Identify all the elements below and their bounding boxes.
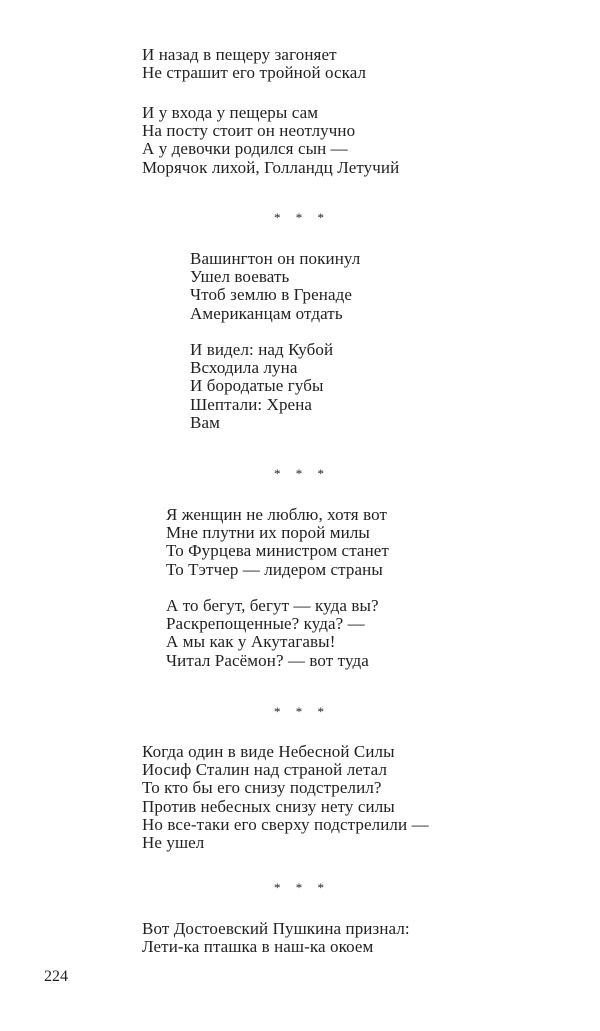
poem-line: И видел: над Кубой	[190, 340, 334, 359]
poem5-stanza-a	[142, 920, 410, 956]
poem2-stanza-b	[190, 341, 333, 432]
poem-line: Вот Достоевский Пушкина признал:	[142, 919, 410, 938]
poem-line: И у входа у пещеры сам	[142, 103, 319, 122]
poem-line: Не ушел	[142, 833, 205, 853]
poem-line: Иосиф Сталин над страной летал	[142, 760, 388, 780]
poem-line: Читал Расёмон? — вот туда	[166, 650, 369, 670]
poem3-stanza-b	[166, 597, 379, 670]
poem-line: И назад в пещеру загоняет	[142, 45, 337, 64]
poem-line: И бородатые губы	[190, 376, 324, 396]
poem1-stanza-b	[142, 104, 399, 177]
poem-line: Не страшит его тройной оскал	[142, 63, 367, 83]
poem-line: Шептали: Хрена	[190, 394, 313, 414]
poem-line: То Фурцева министром станет	[166, 541, 389, 561]
poem3-stanza-a	[166, 506, 389, 579]
poem-line: Американцам отдать	[190, 303, 343, 323]
page-number: 224	[44, 968, 68, 985]
section-separator: * * *	[274, 210, 330, 225]
poem-line: А у девочки родился сын —	[142, 139, 348, 159]
poem-line: Я женщин не люблю, хотя вот	[166, 505, 387, 524]
poem-line: Вам	[190, 412, 220, 432]
section-separator: * * *	[274, 704, 330, 719]
poem4-stanza-a	[142, 743, 429, 852]
poem-line: То кто бы его снизу подстрелил?	[142, 778, 382, 798]
poem-line: Всходила луна	[190, 358, 298, 378]
section-separator: * * *	[274, 466, 330, 481]
poem-line: Вашингтон он покинул	[190, 249, 361, 268]
poem2-stanza-a	[190, 250, 360, 323]
poem-line: То Тэтчер — лидером страны	[166, 559, 383, 579]
section-separator: * * *	[274, 880, 330, 895]
poem-line: Лети-ка пташка в наш-ка окоем	[142, 937, 374, 957]
poem-line: Раскрепощенные? куда? —	[166, 614, 365, 634]
poem1-stanza-a	[142, 46, 366, 82]
poem-line: Ушел воевать	[190, 267, 290, 287]
poem-line: Мне плутни их порой милы	[166, 523, 370, 543]
poem-line: А то бегут, бегут — куда вы?	[166, 596, 379, 615]
poem-line: Когда один в виде Небесной Силы	[142, 742, 395, 761]
poem-line: Морячок лихой, Голландц Летучий	[142, 157, 400, 177]
poem-line: А мы как у Акутагавы!	[166, 632, 336, 652]
poem-line: На посту стоит он неотлучно	[142, 121, 356, 141]
poem-line: Но все-таки его сверху подстрелили —	[142, 814, 429, 834]
poem-line: Чтоб землю в Гренаде	[190, 285, 353, 305]
poem-line: Против небесных снизу нету силы	[142, 796, 395, 816]
